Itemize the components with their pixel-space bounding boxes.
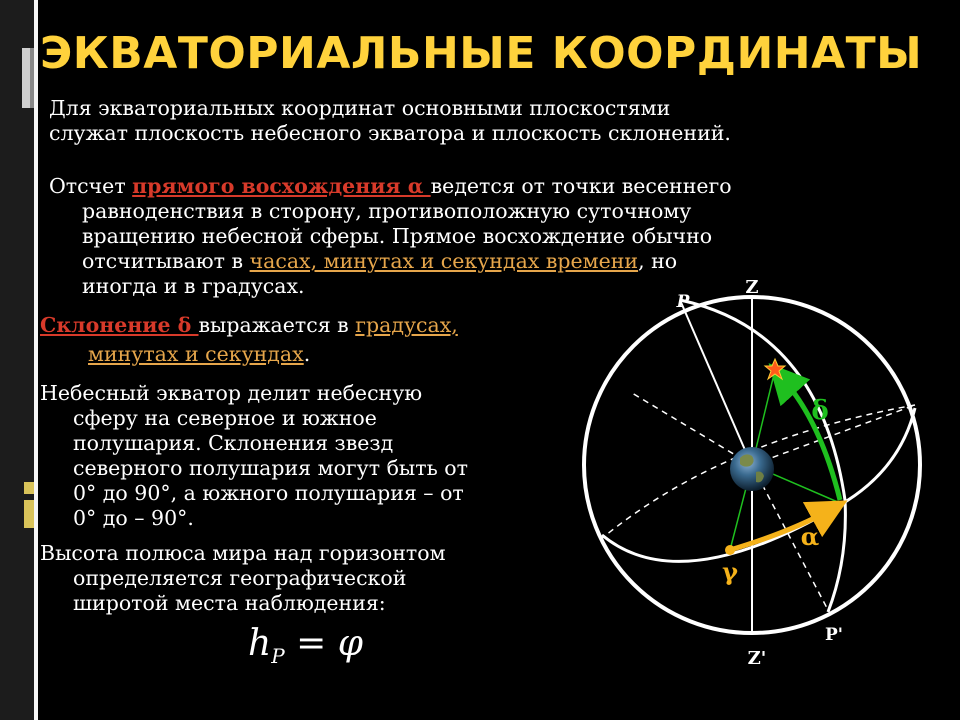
formula-subscript: P xyxy=(271,644,285,669)
text-line: вращению небесной сферы. Прямое восхождение обычно xyxy=(82,224,713,248)
text-line: равноденствия в сторону, противоположную суточному xyxy=(82,199,692,223)
text: , но xyxy=(638,249,678,273)
dashed-line xyxy=(632,393,752,465)
text-line: Для экваториальных координат основными плоскостями xyxy=(49,96,671,120)
vernal-equinox-point xyxy=(725,545,735,555)
label-gamma: γ xyxy=(722,557,738,586)
text-line: северного полушария могут быть от xyxy=(73,456,468,480)
text-line: 0° до – 90°. xyxy=(73,506,194,530)
text-line: Высота полюса мира над горизонтом xyxy=(40,541,446,565)
minutes-seconds-link[interactable]: минутах и секундах xyxy=(88,342,304,366)
text: Отсчет xyxy=(49,174,133,198)
text-line: определяется географической xyxy=(73,566,407,590)
text-line: 0° до 90°, а южного полушария – от xyxy=(73,481,464,505)
text-line: полушария. Склонения звезд xyxy=(73,431,394,455)
label-alpha: α xyxy=(800,522,820,551)
declination-term-link[interactable]: Склонение δ xyxy=(40,313,199,337)
text: . xyxy=(303,342,311,366)
dashed-line xyxy=(752,405,915,465)
text-line: иногда и в градусах. xyxy=(82,274,305,298)
label-P-prime: P' xyxy=(825,625,843,645)
text-line: сферу на северное и южное xyxy=(73,406,377,430)
time-units-link[interactable]: часах, минутах и секундах времени xyxy=(249,249,639,273)
star-icon xyxy=(765,359,785,379)
world-axis xyxy=(680,300,745,450)
label-delta: δ xyxy=(811,396,829,426)
text: выражается в xyxy=(198,313,356,337)
formula-rest: = φ xyxy=(284,623,363,664)
degrees-link[interactable]: градусах, xyxy=(355,313,458,337)
formula-h: h xyxy=(248,623,272,664)
text-line: служат плоскость небесного экватора и плоскость склонений. xyxy=(49,121,731,145)
text: ведется от точки весеннего xyxy=(430,174,732,198)
label-P: P xyxy=(676,292,690,312)
earth-icon xyxy=(730,447,774,491)
text: отсчитывают в xyxy=(82,249,250,273)
label-Z-prime: Z' xyxy=(747,648,767,669)
text-line: широтой места наблюдения: xyxy=(73,591,386,615)
label-Z: Z xyxy=(745,277,759,298)
right-ascension-term-link[interactable]: прямого восхождения α xyxy=(132,174,431,198)
page-title: ЭКВАТОРИАЛЬНЫЕ КООРДИНАТЫ xyxy=(40,28,923,79)
text-line: Небесный экватор делит небесную xyxy=(40,381,423,405)
